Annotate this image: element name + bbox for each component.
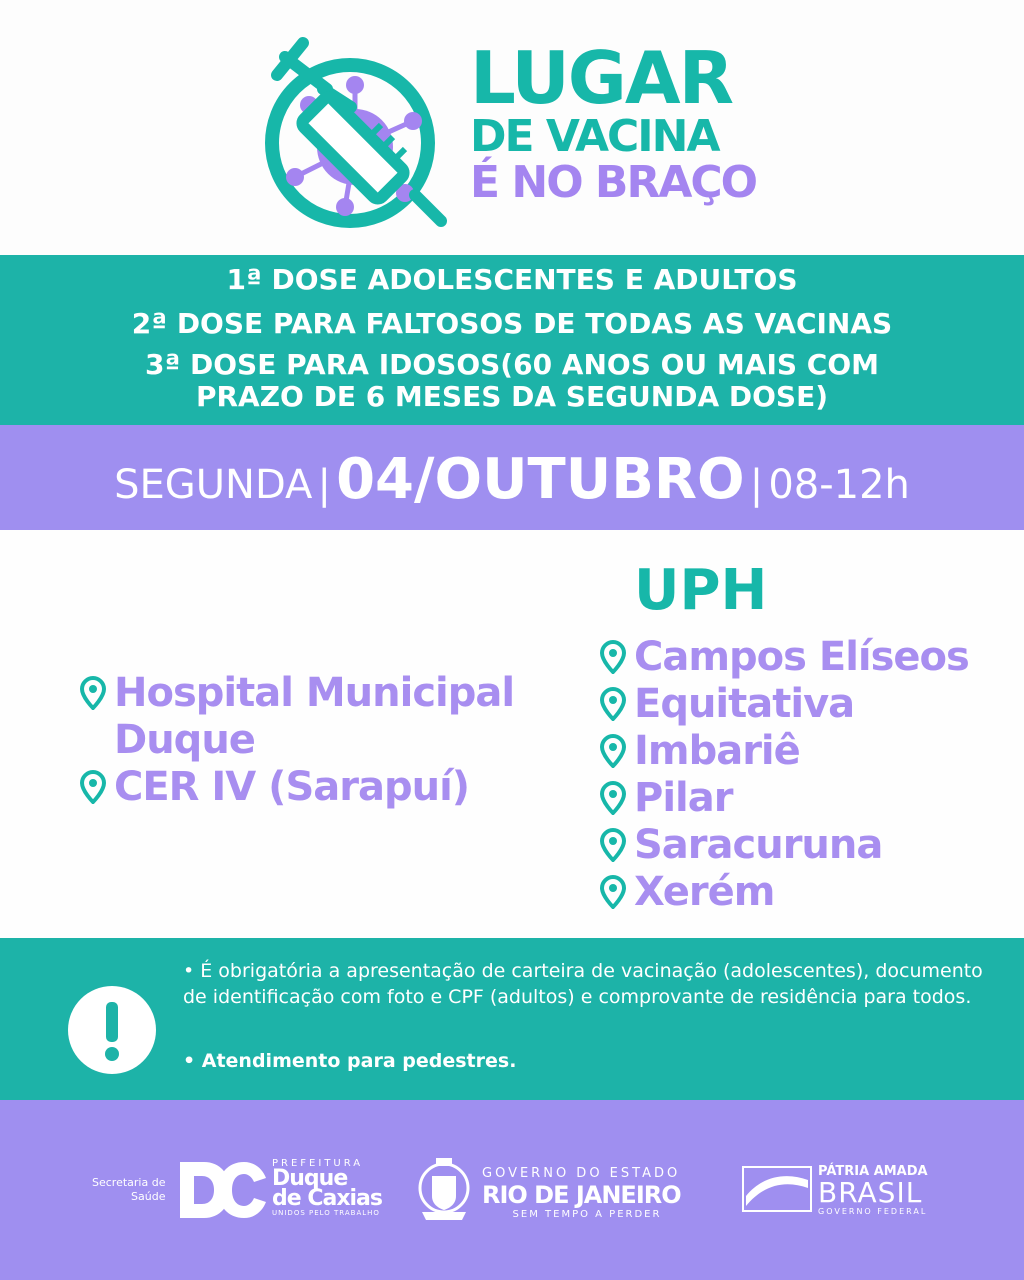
location-pin-icon [600, 875, 626, 909]
uph-title: UPH [634, 558, 768, 623]
br-tagline: GOVERNO FEDERAL [818, 1207, 928, 1216]
doses-banner [0, 255, 1024, 425]
uph-item-label: Imbariê [634, 728, 800, 774]
secretaria-saude-label [92, 1176, 165, 1204]
location-pin-icon [600, 734, 626, 768]
location-label: CER IV (Sarapuí) [114, 764, 470, 810]
rj-name: RIO DE JANEIRO [482, 1181, 681, 1209]
schedule-hours: 08-12h [768, 462, 910, 508]
separator: | [749, 462, 764, 508]
brasil-flag-icon [742, 1166, 812, 1212]
uph-item-label: Saracuruna [634, 822, 883, 868]
schedule-line [0, 447, 1024, 512]
title-line-1: LUGAR [470, 36, 733, 120]
title-line-3: É NO BRAÇO [470, 157, 757, 208]
dose-line-3 [0, 349, 1024, 413]
uph-item-label: Campos Elíseos [634, 634, 969, 680]
location-pin-icon [80, 676, 106, 710]
schedule-banner [0, 425, 1024, 530]
rj-top: GOVERNO DO ESTADO [482, 1166, 681, 1181]
location-hospital-municipal [80, 670, 514, 764]
location-line-1: Hospital Municipal [114, 670, 515, 716]
dose-line-1: 1ª DOSE ADOLESCENTES E ADULTOS [226, 263, 798, 296]
secretaria-line-2: Saúde [131, 1190, 166, 1203]
location-pin-icon [80, 770, 106, 804]
locations-section [0, 530, 1024, 938]
location-pin-icon [600, 828, 626, 862]
location-pin-icon [600, 781, 626, 815]
location-line-2: Duque [114, 717, 255, 763]
uph-item [600, 869, 774, 916]
brasil-logo-text [818, 1164, 938, 1216]
caxias-logo-text [272, 1158, 382, 1217]
rio-de-janeiro-logo-text [482, 1166, 712, 1220]
caxias-name: Duque de Caxias [272, 1166, 382, 1211]
uph-item [600, 822, 882, 869]
dose-line-2: 2ª DOSE PARA FALTOSOS DE TODAS AS VACINAS [131, 307, 893, 340]
br-name: BRASIL [818, 1176, 923, 1209]
campaign-title [470, 36, 800, 208]
syringe-virus-icon [255, 35, 455, 235]
location-label [114, 670, 514, 764]
br-top: PÁTRIA AMADA [818, 1164, 928, 1179]
uph-item-label: Equitativa [634, 681, 855, 727]
location-pin-icon [600, 687, 626, 721]
uph-item [600, 681, 854, 728]
uph-item-label: Xerém [634, 869, 775, 915]
uph-item [600, 728, 800, 775]
rio-de-janeiro-seal-icon [414, 1154, 474, 1226]
uph-item [600, 775, 732, 822]
schedule-day: SEGUNDA [114, 462, 313, 508]
caxias-pref: PREFEITURA [272, 1158, 364, 1169]
separator: | [317, 462, 331, 508]
campaign-header [0, 0, 1024, 255]
caxias-tagline: UNIDOS PELO TRABALHO [272, 1209, 380, 1217]
rj-tagline: SEM TEMPO A PERDER [512, 1209, 662, 1220]
location-pin-icon [600, 640, 626, 674]
title-line-2: DE VACINA [470, 111, 719, 162]
schedule-date: 04/OUTUBRO [336, 447, 745, 512]
duque-de-caxias-logo-icon [178, 1160, 268, 1220]
uph-item [600, 634, 969, 681]
dose-line-3a: 3ª DOSE PARA IDOSOS(60 ANOS OU MAIS COM [144, 348, 879, 381]
dose-line-3b: PRAZO DE 6 MESES DA SEGUNDA DOSE) [195, 380, 829, 413]
secretaria-line-1: Secretaria de [92, 1176, 166, 1189]
uph-item-label: Pilar [634, 775, 733, 821]
exclamation-icon [68, 986, 156, 1074]
location-cer-iv [80, 764, 469, 811]
notice-text-pedestrians: • Atendimento para pedestres. [183, 1050, 517, 1072]
notice-text-requirements: • É obrigatória a apresentação de carteira de vacinação (adolescentes), documento de identificação com foto e CPF (adultos) e comprovante de residência para todos. [183, 960, 983, 1008]
